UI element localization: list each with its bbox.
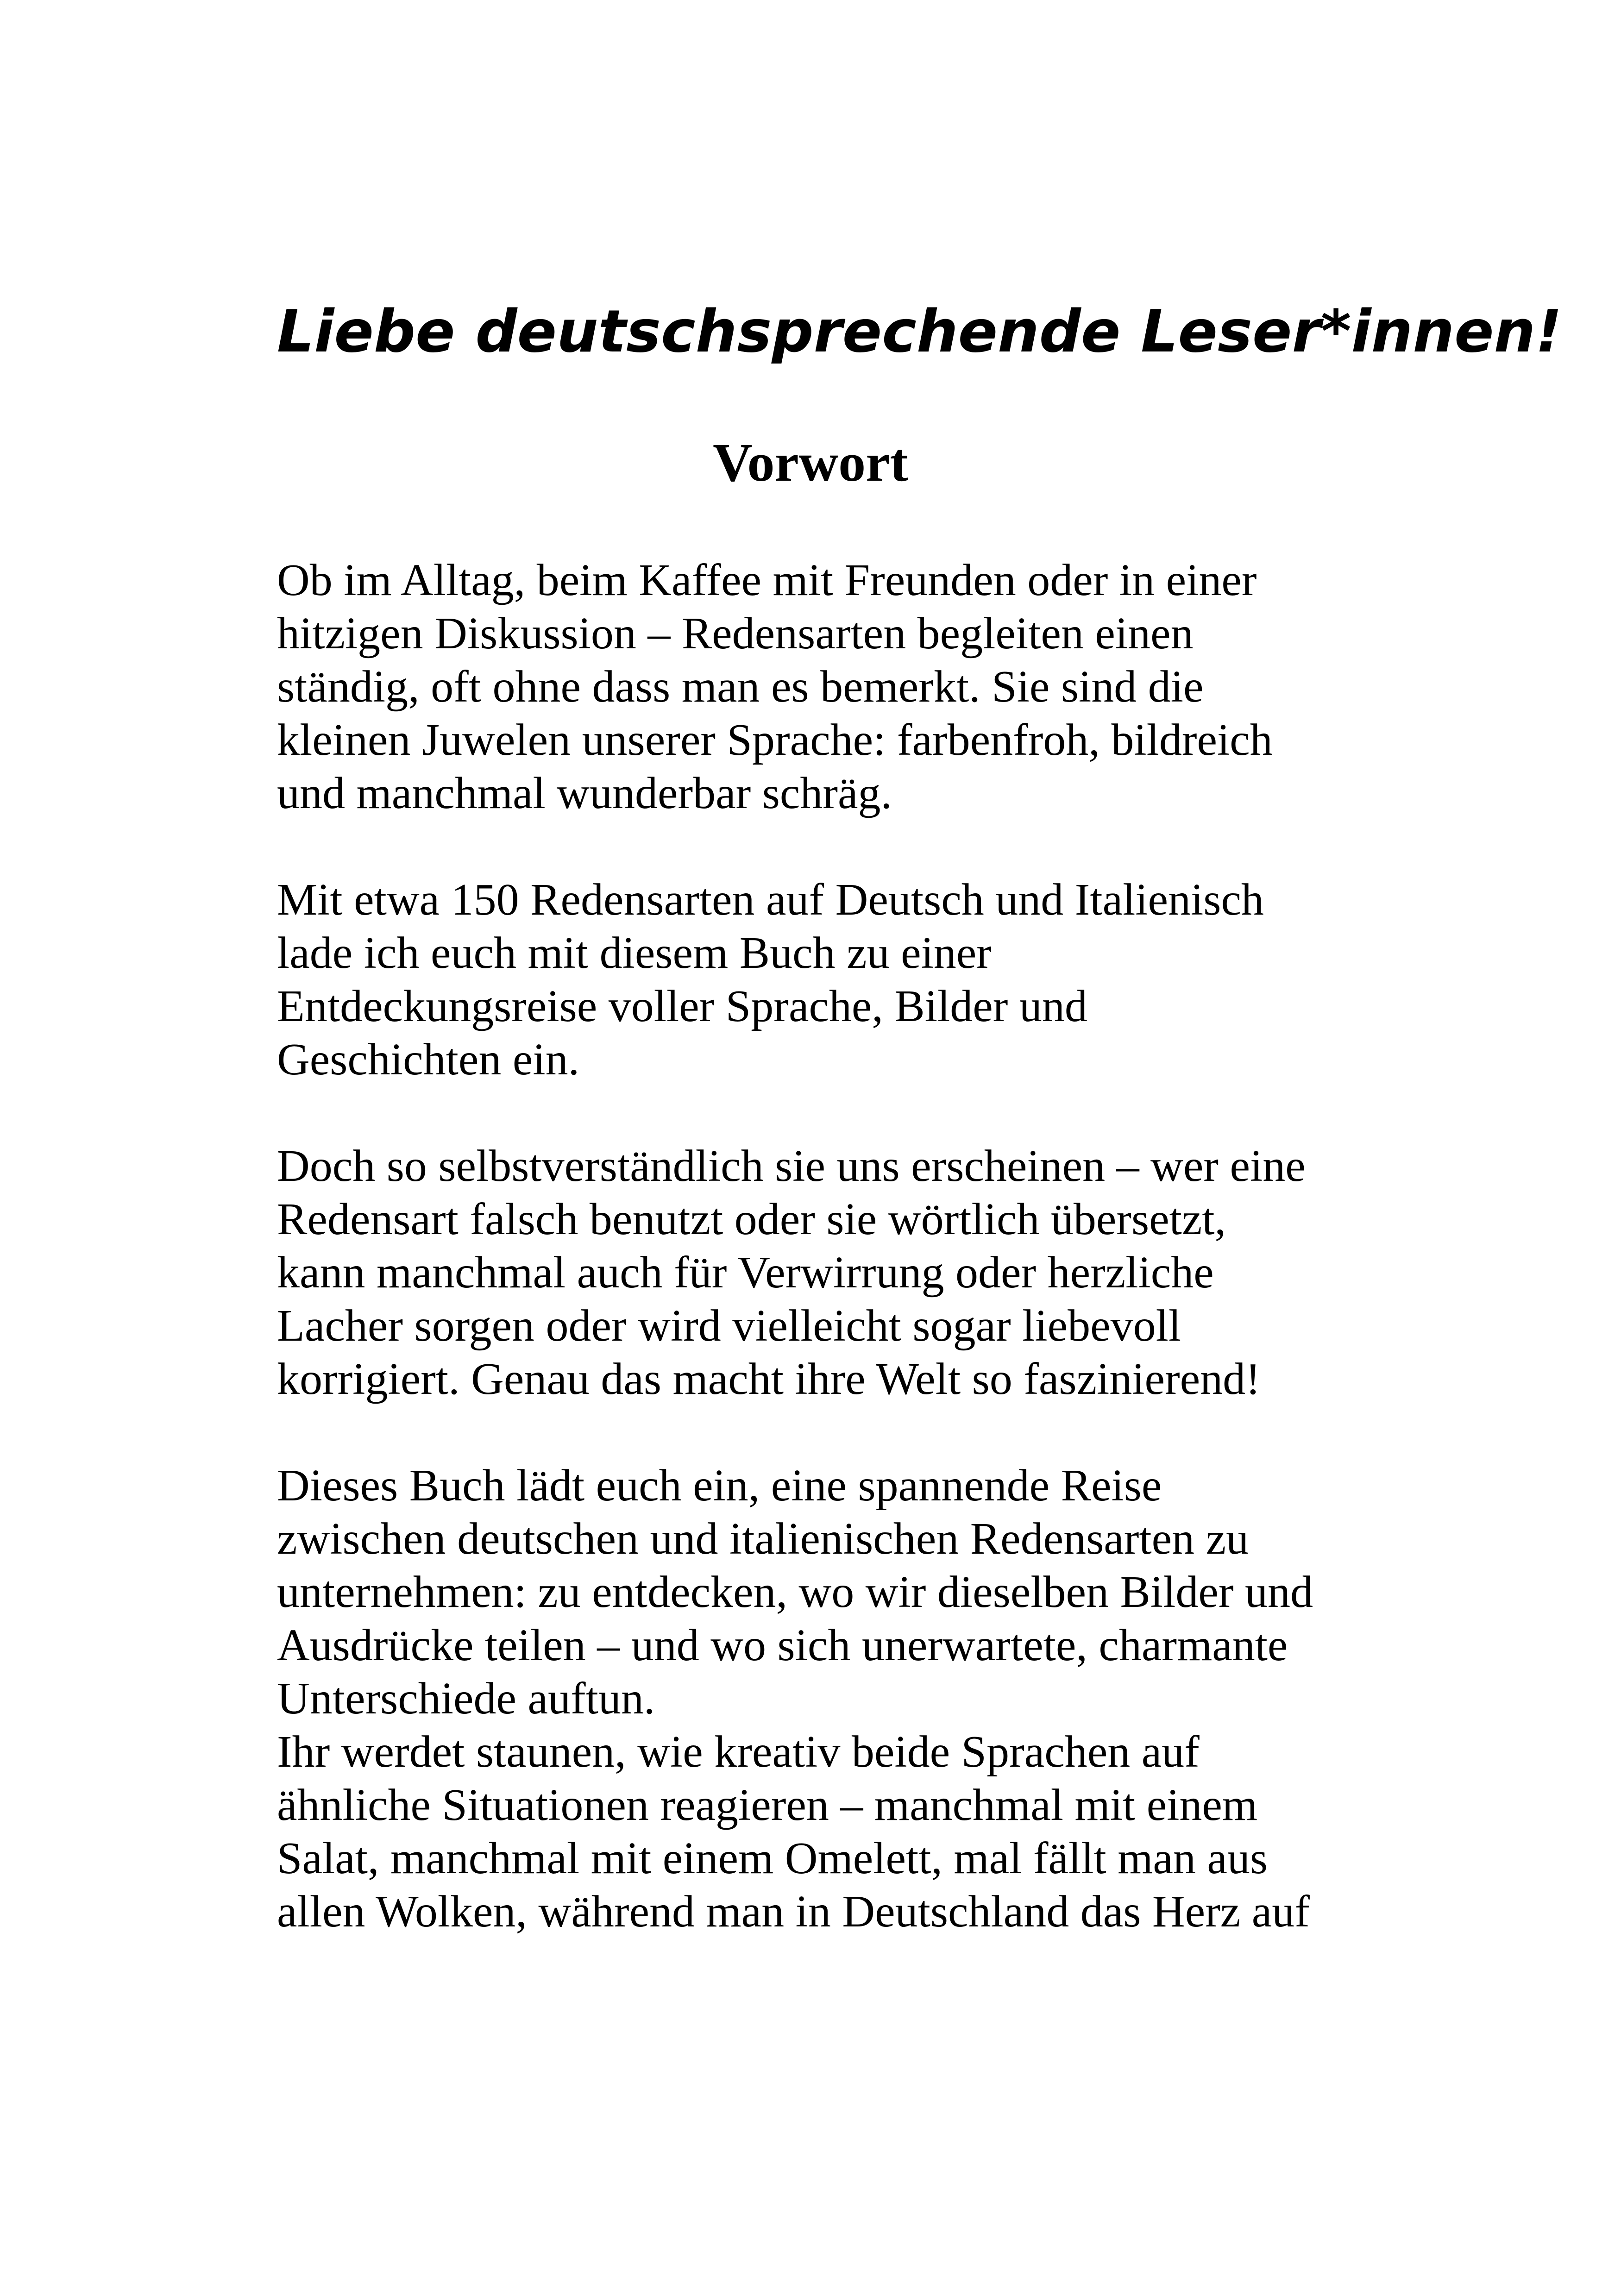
text-line: Redensart falsch benutzt oder sie wörtlich übersetzt, — [277, 1194, 1226, 1244]
text-line: Doch so selbstverständlich sie uns erscheinen – wer eine — [277, 1141, 1306, 1191]
text-line: ähnliche Situationen reagieren – manchmal mit einem — [277, 1780, 1258, 1830]
paragraph-spacer — [277, 820, 1389, 873]
paragraph-spacer — [277, 1406, 1389, 1459]
greeting-title: Liebe deutschsprechende Leser*innen! — [277, 297, 1562, 365]
paragraph-2 — [277, 873, 1389, 1086]
text-line: lade ich euch mit diesem Buch zu einer — [277, 928, 992, 978]
text-line: ständig, oft ohne dass man es bemerkt. Sie sind die — [277, 662, 1204, 712]
paragraph-4 — [277, 1459, 1389, 1938]
text-line: kleinen Juwelen unserer Sprache: farbenfroh, bildreich — [277, 715, 1273, 765]
text-line: hitzigen Diskussion – Redensarten begleiten einen — [277, 609, 1194, 659]
text-line: und manchmal wunderbar schräg. — [277, 768, 892, 818]
text-line: Geschichten ein. — [277, 1035, 580, 1085]
text-line: Ob im Alltag, beim Kaffee mit Freunden oder in einer — [277, 555, 1257, 605]
text-line: Lacher sorgen oder wird vielleicht sogar liebevoll — [277, 1301, 1181, 1351]
text-line: Ausdrücke teilen – und wo sich unerwartete, charmante — [277, 1620, 1288, 1670]
text-line: Dieses Buch lädt euch ein, eine spannende Reise — [277, 1461, 1162, 1511]
paragraph-spacer — [277, 1086, 1389, 1140]
text-line: kann manchmal auch für Verwirrung oder herzliche — [277, 1248, 1214, 1298]
text-line: Unterschiede auftun. — [277, 1674, 655, 1724]
section-heading: Vorwort — [713, 432, 908, 493]
text-line: Ihr werdet staunen, wie kreativ beide Sprachen auf — [277, 1727, 1200, 1777]
text-line: Salat, manchmal mit einem Omelett, mal fällt man aus — [277, 1833, 1268, 1883]
text-line: zwischen deutschen und italienischen Redensarten zu — [277, 1514, 1249, 1564]
paragraph-1 — [277, 554, 1389, 820]
text-line: unternehmen: zu entdecken, wo wir dieselben Bilder und — [277, 1567, 1313, 1617]
text-line: allen Wolken, während man in Deutschland das Herz auf — [277, 1887, 1310, 1937]
paragraph-3 — [277, 1140, 1389, 1406]
body-text — [277, 554, 1389, 1938]
text-line: Mit etwa 150 Redensarten auf Deutsch und Italienisch — [277, 875, 1264, 925]
text-line: Entdeckungsreise voller Sprache, Bilder und — [277, 981, 1087, 1031]
text-line: korrigiert. Genau das macht ihre Welt so faszinierend! — [277, 1354, 1261, 1404]
